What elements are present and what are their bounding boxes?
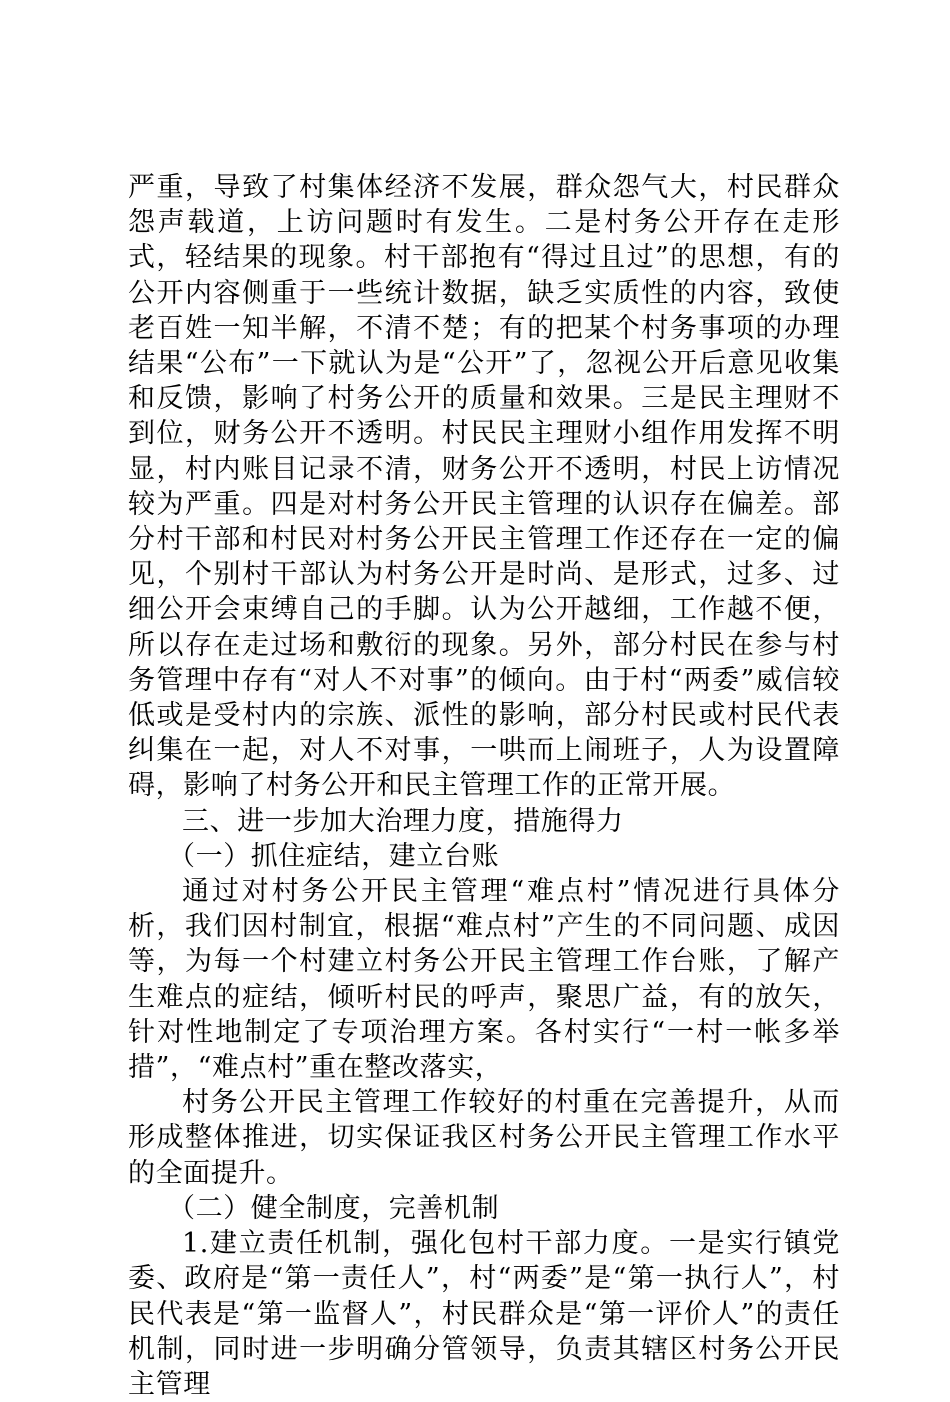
body-paragraph-ledger: 通过对村务公开民主管理“难点村”情况进行具体分析，我们因村制宜，根据“难点村”产生的不同问题、成因等，为每一个村建立村务公开民主管理工作台账，了解产生难点的症结，倾听村民的呼声，聚思广益，有的放矢，针对性地制定了专项治理方案。各村实行“一村一帐多举措”，“难点村”重在整改落实，	[128, 876, 840, 1084]
body-paragraph-responsibility: 1.建立责任机制，强化包村干部力度。一是实行镇党委、政府是“第一责任人”，村“两委”是“第一执行人”，村民代表是“第一监督人”，村民群众是“第一评价人”的责任机制，同时进一步明确分管领导，负责其辖区村务公开民主管理	[128, 1228, 840, 1400]
body-paragraph-continuation: 严重，导致了村集体经济不发展，群众怨气大，村民群众怨声载道，上访问题时有发生。二是村务公开存在走形式，轻结果的现象。村干部抱有“得过且过”的思想，有的公开内容侧重于一些统计数据，缺乏实质性的内容，致使老百姓一知半解，不清不楚；有的把某个村务事项的办理结果“公布”一下就认为是“公开”了，忽视公开后意见收集和反馈，影响了村务公开的质量和效果。三是民主理财不到位，财务公开不透明。村民民主理财小组作用发挥不明显，村内账目记录不清，财务公开不透明，村民上访情况较为严重。四是对村务公开民主管理的认识存在偏差。部分村干部和村民对村务公开民主管理工作还存在一定的偏见，个别村干部认为村务公开是时尚、是形式，过多、过细公开会束缚自己的手脚。认为公开越细，工作越不便，所以存在走过场和敷衍的现象。另外，部分村民在参与村务管理中存有“对人不对事”的倾向。由于村“两委”威信较低或是受村内的宗族、派性的影响，部分村民或村民代表纠集在一起，对人不对事，一哄而上闹班子，人为设置障碍，影响了村务公开和民主管理工作的正常开展。	[128, 172, 840, 802]
document-body	[128, 170, 840, 1402]
subsection-heading-1: （一）抓住症结，建立台账	[168, 840, 500, 872]
section-heading-3: 三、进一步加大治理力度，措施得力	[182, 805, 624, 837]
body-paragraph-improvement: 村务公开民主管理工作较好的村重在完善提升，从而形成整体推进，切实保证我区村务公开民主管理工作水平的全面提升。	[128, 1087, 840, 1189]
subsection-heading-2: （二）健全制度，完善机制	[168, 1192, 500, 1224]
